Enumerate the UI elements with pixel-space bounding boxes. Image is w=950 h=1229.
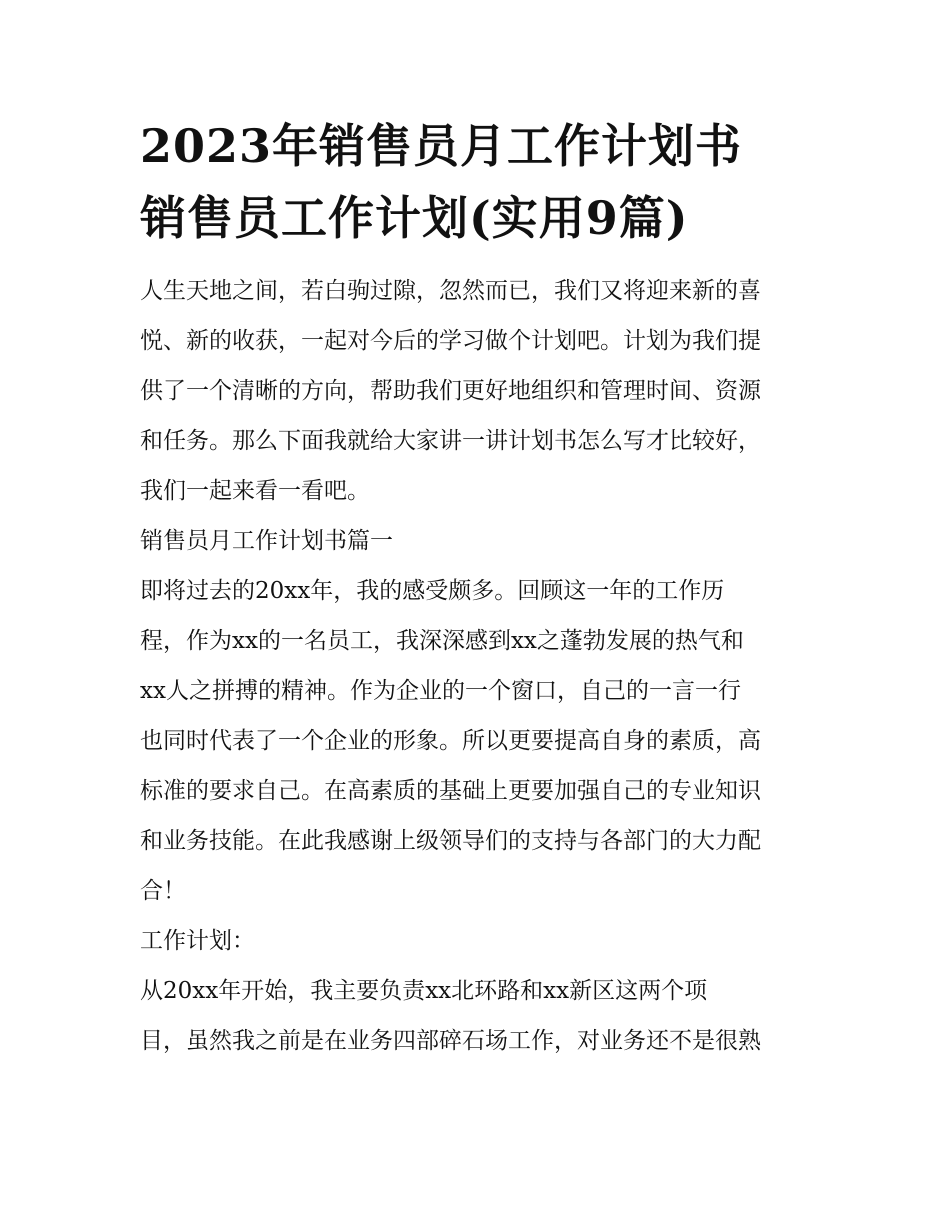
text-line: 悦、新的收获，一起对今后的学习做个计划吧。计划为我们提 (140, 328, 761, 354)
text-line: 标准的要求自己。在高素质的基础上更要加强自己的专业知识 (140, 778, 761, 804)
plan-paragraph (140, 966, 820, 1066)
text-line: 即将过去的20xx年，我的感受颇多。回顾这一年的工作历 (140, 578, 725, 604)
section-paragraph (140, 566, 820, 916)
document-body (140, 266, 820, 1066)
text-line: 程，作为xx的一名员工，我深深感到xx之蓬勃发展的热气和 (140, 628, 744, 654)
text-line: 供了一个清晰的方向，帮助我们更好地组织和管理时间、资源 (140, 378, 761, 404)
document-title (140, 110, 820, 254)
plan-label: 工作计划： (140, 928, 255, 954)
intro-paragraph (140, 266, 820, 516)
text-line: xx人之拼搏的精神。作为企业的一个窗口，自己的一言一行 (140, 678, 741, 704)
document-page (140, 110, 820, 1066)
title-line: 2023年销售员月工作计划书 (140, 119, 743, 173)
text-line: 也同时代表了一个企业的形象。所以更要提高自身的素质，高 (140, 728, 761, 754)
text-line: 和业务技能。在此我感谢上级领导们的支持与各部门的大力配 (140, 828, 761, 854)
text-line: 合！ (140, 878, 186, 904)
title-line: 销售员工作计划(实用9篇) (140, 191, 689, 245)
text-line: 人生天地之间，若白驹过隙，忽然而已，我们又将迎来新的喜 (140, 278, 761, 304)
text-line: 我们一起来看一看吧。 (140, 478, 370, 504)
text-line: 和任务。那么下面我就给大家讲一讲计划书怎么写才比较好， (140, 428, 761, 454)
section-heading: 销售员月工作计划书篇一 (140, 528, 393, 554)
text-line: 目，虽然我之前是在业务四部碎石场工作，对业务还不是很熟 (140, 1028, 761, 1054)
text-line: 从20xx年开始，我主要负责xx北环路和xx新区这两个项 (140, 978, 708, 1004)
